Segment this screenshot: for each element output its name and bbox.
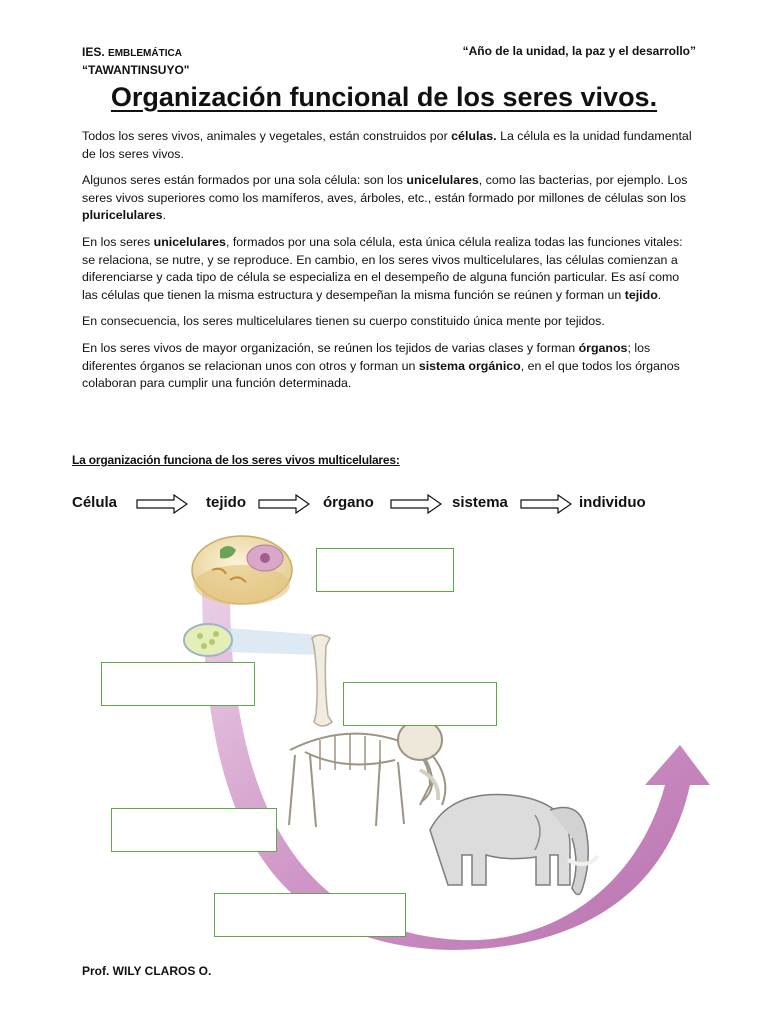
answer-box-individual[interactable] bbox=[214, 893, 406, 937]
text-run: , en el que todos los órganos colaboran para cumplir una función determinada. bbox=[82, 358, 680, 391]
bold-term: células. bbox=[451, 129, 497, 143]
skeleton-icon bbox=[289, 720, 445, 827]
bold-term: unicelulares bbox=[153, 234, 226, 249]
paragraph-2 bbox=[82, 172, 692, 225]
bold-term: sistema orgánico bbox=[418, 358, 521, 373]
answer-box-cell[interactable] bbox=[316, 548, 454, 592]
flow-arrow-icon bbox=[258, 494, 310, 514]
flow-step-organ: órgano bbox=[323, 494, 374, 511]
paragraph-5 bbox=[82, 340, 692, 393]
page-title: Organización funcional de los seres vivos. bbox=[110, 82, 658, 112]
text-run: ; los diferentes órganos se relacionan unos con otros y forman un bbox=[82, 340, 651, 373]
section-subtitle: La organización funciona de los seres vivos multicelulares: bbox=[72, 453, 400, 467]
text-run: Algunos seres están formados por una sola célula: son los bbox=[82, 173, 407, 188]
teacher-signature bbox=[82, 964, 211, 978]
teacher-prefix: Prof. bbox=[82, 964, 113, 978]
school-header bbox=[82, 44, 189, 78]
flow-arrow-icon bbox=[520, 494, 572, 514]
text-run: La célula es la unidad fundamental de los seres vivos. bbox=[82, 129, 692, 161]
cell-icon bbox=[192, 536, 292, 605]
flow-step-tissue: tejido bbox=[206, 494, 246, 511]
paragraph-3 bbox=[82, 234, 692, 304]
answer-box-tissue[interactable] bbox=[101, 662, 255, 706]
flow-step-cell: Célula bbox=[72, 494, 118, 511]
bone-icon bbox=[312, 635, 332, 726]
answer-box-organ[interactable] bbox=[343, 682, 497, 726]
text-run: , como las bacterias, por ejemplo. Los seres vivos superiores como los mamíferos, aves, árboles, etc., están formado por millones de células son los bbox=[82, 173, 688, 205]
flow-arrow-icon bbox=[390, 494, 442, 514]
flow-step-individual: individuo bbox=[579, 494, 646, 511]
text-run: , formados por una sola célula, esta única célula realiza todas las funciones vitales: se relaciona, se nutre, y se reproduce. En cambio, en los seres vivos multicelulares, las células comienzan a diferenciarse y cada tipo de célula se especializa en el desempeño de alguna función particular. Es así como las células que tienen la misma estructura y desempeñan la misma función se reúnen y forman un bbox=[82, 234, 683, 302]
bold-term: unicelulares bbox=[406, 173, 479, 188]
answer-box-system[interactable] bbox=[111, 808, 277, 852]
body-text bbox=[82, 128, 692, 402]
bold-term: tejido bbox=[624, 287, 658, 302]
text-run: . bbox=[162, 208, 167, 223]
flow-step-system: sistema bbox=[452, 494, 508, 511]
text-run: En consecuencia, los seres multicelulares tienen su cuerpo constituido única mente por tejidos. bbox=[82, 314, 605, 329]
bold-term: órganos bbox=[578, 340, 628, 355]
paragraph-4 bbox=[82, 313, 692, 331]
organization-flow bbox=[72, 492, 692, 518]
paragraph-1 bbox=[82, 128, 692, 163]
school-small-label: EMBLEMÁTICA bbox=[108, 48, 182, 59]
tissue-icon bbox=[184, 624, 320, 656]
text-run: En los seres vivos de mayor organización, se reúnen los tejidos de varias clases y forman bbox=[82, 340, 579, 355]
school-name: “TAWANTINSUYO" bbox=[82, 63, 190, 77]
diagram-illustration bbox=[80, 530, 710, 950]
year-motto: “Año de la unidad, la paz y el desarrollo” bbox=[462, 44, 696, 58]
organization-diagram bbox=[80, 530, 710, 950]
teacher-name: WILY CLAROS O. bbox=[112, 964, 212, 978]
text-run: Todos los seres vivos, animales y vegetales, están construidos por bbox=[82, 129, 452, 143]
flow-arrow-icon bbox=[136, 494, 188, 514]
text-run: . bbox=[657, 287, 662, 302]
text-run: En los seres bbox=[82, 234, 154, 249]
bold-term: pluricelulares bbox=[82, 208, 163, 223]
elephant-icon bbox=[430, 794, 598, 894]
school-prefix: IES. bbox=[82, 45, 105, 59]
